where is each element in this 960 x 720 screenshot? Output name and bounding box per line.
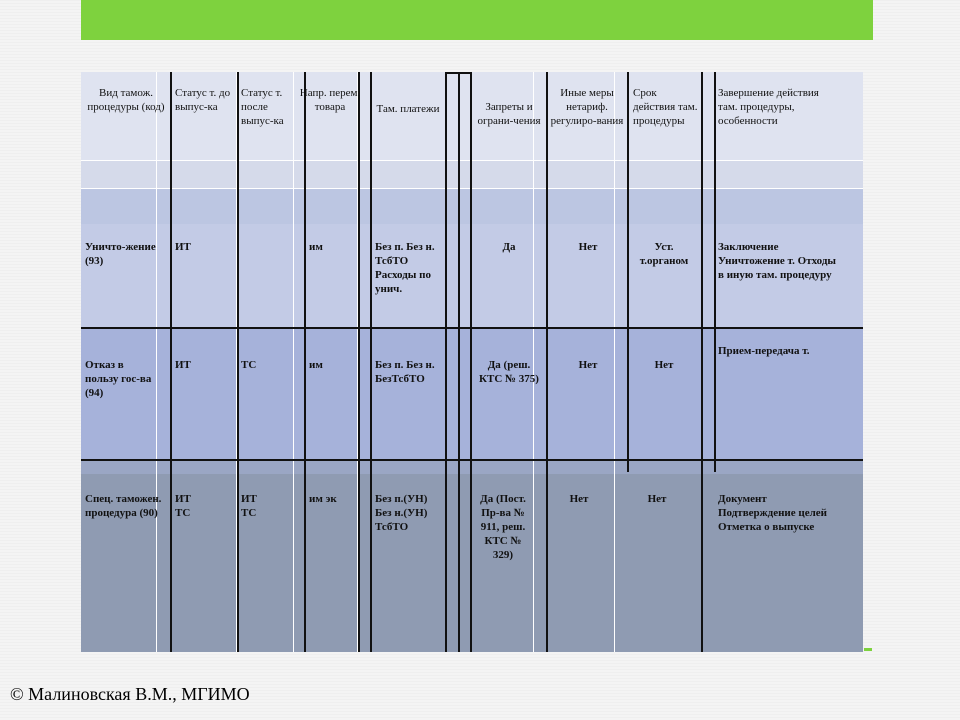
cell-divider	[81, 160, 863, 161]
header-completion: Завершение действия там. процедуры, особенности	[718, 87, 819, 127]
status-after: ИТ ТС	[241, 493, 257, 519]
column-line	[470, 72, 472, 652]
prohibitions: Да (Пост. Пр-ва № 911, реш. КТС № 329)	[480, 493, 526, 561]
column-line	[701, 72, 703, 652]
procedure-name: Уничто-жение (93)	[85, 241, 156, 267]
cell-divider	[81, 188, 863, 189]
direction: им эк	[309, 493, 337, 505]
copyright-footer: © Малиновская В.М., МГИМО	[10, 684, 250, 704]
spacer-row-2	[81, 188, 863, 224]
column-line	[370, 72, 372, 652]
header-payments: Там. платежи	[376, 103, 440, 115]
status-after: ТС	[241, 359, 257, 371]
spacer-row-1	[81, 160, 863, 188]
spacer-row-3	[81, 460, 863, 474]
header-prohibitions: Запреты и ограни-чения	[477, 101, 541, 127]
header-status-after: Статус т. после выпус-ка	[241, 87, 284, 127]
status-before: ИТ	[175, 241, 191, 253]
column-line	[714, 72, 716, 472]
accent-dash	[864, 648, 872, 651]
procedure-name: Спец. таможен. процедура (90)	[85, 493, 162, 519]
completion: Заключение Уничтожение т. Отходы в иную там. процедуру	[718, 241, 837, 281]
header-term: Срок действия там. процедуры	[633, 87, 698, 127]
other-measures: Нет	[578, 241, 598, 253]
procedure-name: Отказ в пользу гос-ва (94)	[85, 359, 152, 399]
column-line	[627, 72, 629, 472]
cell-divider	[156, 72, 157, 652]
status-before: ИТ ТС	[175, 493, 191, 519]
term: Нет	[654, 359, 674, 371]
other-measures: Нет	[578, 359, 598, 371]
payments: Без п. Без н. ТсбТО Расходы по унич.	[375, 241, 435, 295]
procedures-table	[81, 72, 863, 652]
prohibitions: Да	[502, 241, 516, 253]
term: Уст. т.органом	[639, 241, 689, 267]
payments: Без п. Без н. БезТсбТО	[375, 359, 435, 385]
column-line	[304, 72, 306, 652]
direction: им	[309, 359, 323, 371]
prohibitions: Да (реш. КТС № 375)	[479, 359, 539, 385]
completion: Прием-передача т.	[718, 345, 810, 357]
payments: Без п.(УН) Без н.(УН) ТсбТО	[375, 493, 428, 533]
row-line	[81, 327, 863, 329]
header-top-tick	[445, 72, 471, 74]
column-line	[445, 72, 447, 652]
header-procedure: Вид тамож. процедуры (код)	[87, 87, 165, 113]
header-status-before: Статус т. до выпус-ка	[175, 87, 231, 113]
status-before: ИТ	[175, 359, 191, 371]
header-other-measures: Иные меры нетариф. регулиро-вания	[550, 87, 624, 127]
accent-bar	[81, 0, 873, 40]
column-line	[237, 72, 239, 652]
completion: Документ Подтверждение целей Отметка о выпуске	[718, 493, 827, 533]
header-direction: Напр. перем. товара	[299, 87, 361, 113]
direction: им	[309, 241, 323, 253]
column-line	[458, 72, 460, 652]
column-line	[546, 72, 548, 652]
term: Нет	[647, 493, 667, 505]
column-line	[170, 72, 172, 652]
row-line	[81, 459, 863, 461]
other-measures: Нет	[569, 493, 589, 505]
